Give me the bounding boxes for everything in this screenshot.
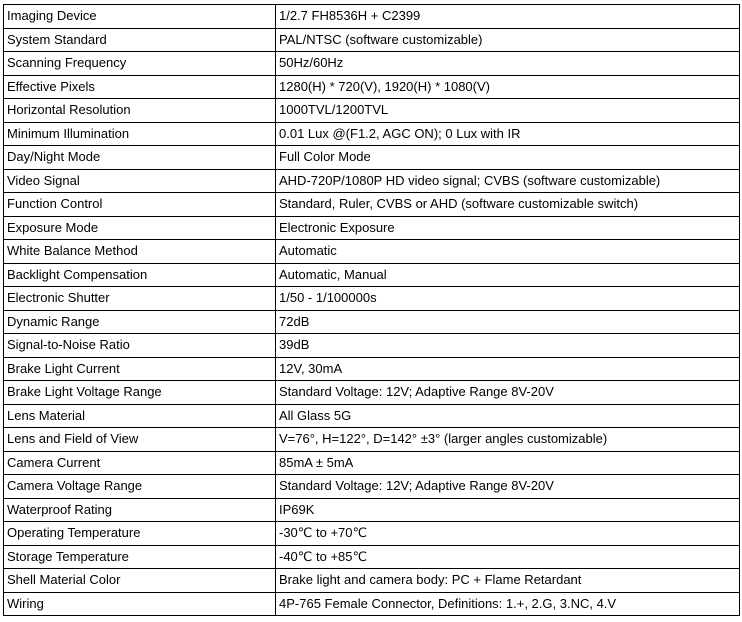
spec-value: Electronic Exposure [276,216,740,240]
spec-value: V=76°, H=122°, D=142° ±3° (larger angles customizable) [276,428,740,452]
spec-value: 4P-765 Female Connector, Definitions: 1.+, 2.G, 3.NC, 4.V [276,592,740,616]
spec-parameter: Lens Material [4,404,276,428]
spec-value: 1280(H) * 720(V), 1920(H) * 1080(V) [276,75,740,99]
table-row [4,99,740,123]
spec-value: AHD-720P/1080P HD video signal; CVBS (software customizable) [276,169,740,193]
spec-table [3,4,740,616]
table-row [4,5,740,29]
spec-value: 0.01 Lux @(F1.2, AGC ON); 0 Lux with IR [276,122,740,146]
spec-parameter: Exposure Mode [4,216,276,240]
spec-value: 1/2.7 FH8536H + C2399 [276,5,740,29]
spec-parameter: Dynamic Range [4,310,276,334]
spec-value: Automatic [276,240,740,264]
spec-value: -40℃ to +85℃ [276,545,740,569]
spec-value: Standard Voltage: 12V; Adaptive Range 8V-20V [276,381,740,405]
table-row [4,216,740,240]
spec-value: 1000TVL/1200TVL [276,99,740,123]
table-row [4,334,740,358]
spec-parameter: Shell Material Color [4,569,276,593]
spec-parameter: Brake Light Current [4,357,276,381]
table-row [4,287,740,311]
spec-value: 72dB [276,310,740,334]
table-row [4,263,740,287]
table-row [4,357,740,381]
spec-parameter: Video Signal [4,169,276,193]
spec-parameter: Imaging Device [4,5,276,29]
spec-parameter: Waterproof Rating [4,498,276,522]
spec-value: PAL/NTSC (software customizable) [276,28,740,52]
spec-parameter: Effective Pixels [4,75,276,99]
spec-value: -30℃ to +70℃ [276,522,740,546]
spec-parameter: Scanning Frequency [4,52,276,76]
spec-parameter: Function Control [4,193,276,217]
spec-value: 85mA ± 5mA [276,451,740,475]
spec-value: 50Hz/60Hz [276,52,740,76]
table-row [4,310,740,334]
spec-table-body [4,5,740,616]
spec-parameter: Signal-to-Noise Ratio [4,334,276,358]
table-row [4,592,740,616]
table-row [4,545,740,569]
spec-parameter: Horizontal Resolution [4,99,276,123]
spec-value: Standard Voltage: 12V; Adaptive Range 8V-20V [276,475,740,499]
spec-parameter: Backlight Compensation [4,263,276,287]
table-row [4,381,740,405]
table-row [4,404,740,428]
table-row [4,146,740,170]
table-row [4,52,740,76]
spec-parameter: Camera Current [4,451,276,475]
table-row [4,428,740,452]
spec-value: 39dB [276,334,740,358]
spec-parameter: Brake Light Voltage Range [4,381,276,405]
spec-parameter: Operating Temperature [4,522,276,546]
table-row [4,522,740,546]
table-row [4,498,740,522]
spec-parameter: Minimum Illumination [4,122,276,146]
table-row [4,169,740,193]
spec-parameter: Storage Temperature [4,545,276,569]
spec-parameter: Camera Voltage Range [4,475,276,499]
spec-value: 12V, 30mA [276,357,740,381]
spec-parameter: White Balance Method [4,240,276,264]
table-row [4,475,740,499]
table-row [4,451,740,475]
table-row [4,122,740,146]
table-row [4,75,740,99]
spec-parameter: Lens and Field of View [4,428,276,452]
table-row [4,240,740,264]
table-row [4,28,740,52]
spec-parameter: Wiring [4,592,276,616]
spec-value: Standard, Ruler, CVBS or AHD (software customizable switch) [276,193,740,217]
spec-value: All Glass 5G [276,404,740,428]
spec-value: Full Color Mode [276,146,740,170]
spec-parameter: Day/Night Mode [4,146,276,170]
spec-parameter: Electronic Shutter [4,287,276,311]
spec-parameter: System Standard [4,28,276,52]
table-row [4,569,740,593]
spec-value: 1/50 - 1/100000s [276,287,740,311]
spec-value: IP69K [276,498,740,522]
table-row [4,193,740,217]
spec-value: Brake light and camera body: PC + Flame Retardant [276,569,740,593]
spec-value: Automatic, Manual [276,263,740,287]
